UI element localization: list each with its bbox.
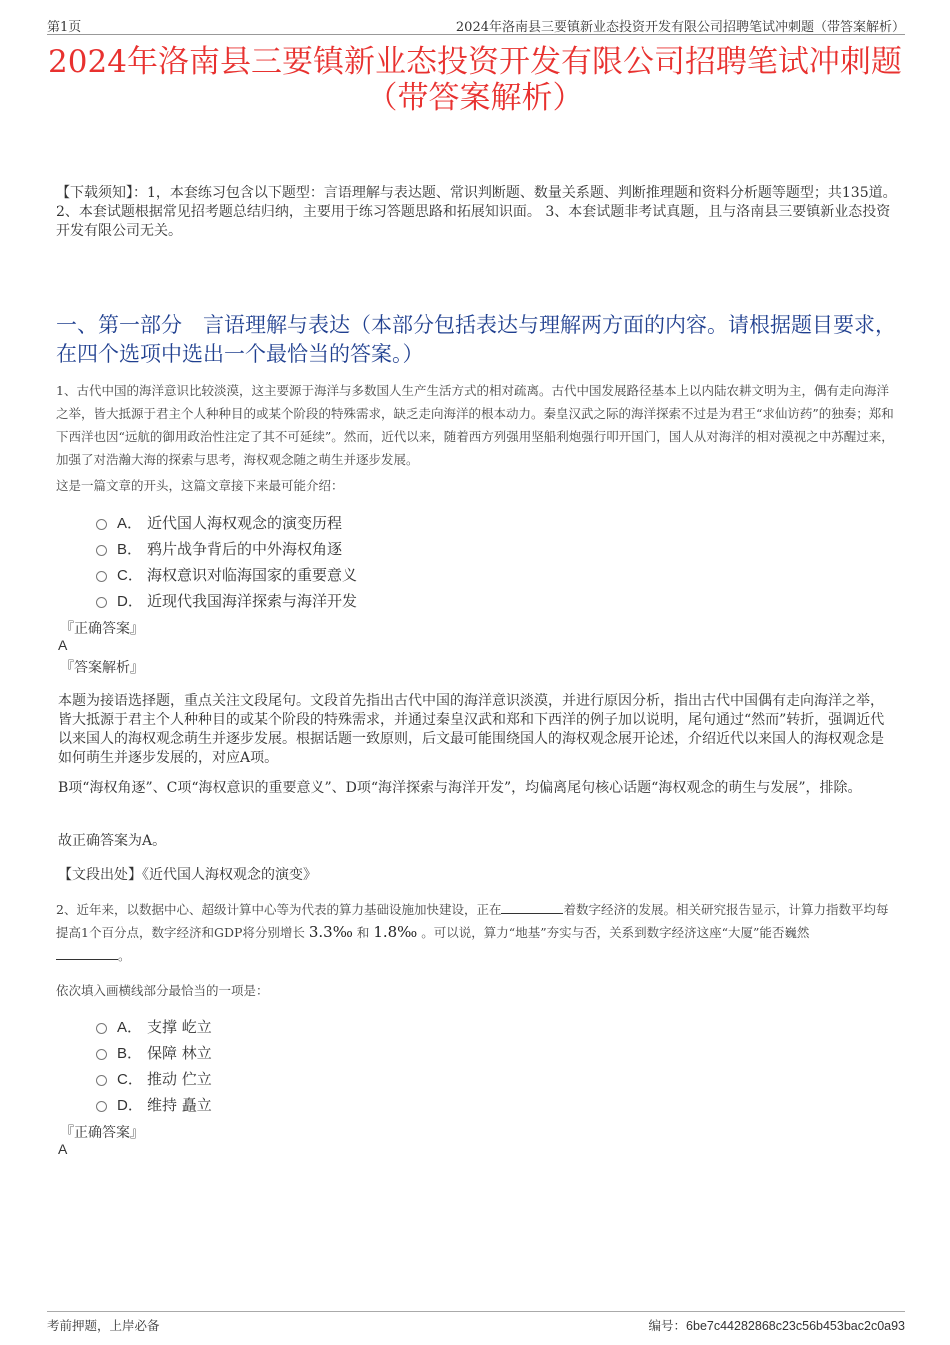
correct-answer-label: 『正确答案』	[60, 621, 144, 637]
question-2-answer: A	[58, 1141, 68, 1157]
answer-blank	[56, 945, 118, 960]
q2-text-e: 。	[118, 948, 131, 963]
question-2-options	[96, 1013, 212, 1117]
option-letter: A．	[117, 514, 143, 532]
question-1-answer: A	[58, 637, 68, 653]
radio-icon[interactable]	[96, 1049, 107, 1060]
option-b[interactable]	[96, 535, 357, 561]
q2-text-b: 着数字经济的发展。相关研究报告显示，计算力指数平均每提高1个百分点，数字经济和GDP将分别增长	[56, 902, 889, 940]
analysis-paragraph-3: 故正确答案为A。	[58, 833, 167, 849]
option-letter: C．	[117, 1070, 143, 1088]
option-letter: D．	[117, 1096, 143, 1114]
option-text: 维持 矗立	[147, 1095, 212, 1114]
radio-icon[interactable]	[96, 1023, 107, 1034]
option-a[interactable]	[96, 509, 357, 535]
option-letter: D．	[117, 592, 143, 610]
option-text: 海权意识对临海国家的重要意义	[147, 565, 358, 584]
option-text: 支撑 屹立	[147, 1017, 212, 1036]
title-line-2: （带答案解析）	[366, 80, 584, 116]
option-text: 推动 伫立	[147, 1069, 212, 1088]
radio-icon[interactable]	[96, 545, 107, 556]
option-d[interactable]	[96, 587, 357, 613]
q2-text-d: 。可以说，算力“地基”夯实与否，关系到数字经济这座“大厦”能否巍然	[421, 925, 810, 940]
option-d[interactable]	[96, 1091, 212, 1117]
correct-answer-label: 『正确答案』	[60, 1125, 144, 1141]
radio-icon[interactable]	[96, 519, 107, 530]
option-letter: C．	[117, 566, 143, 584]
q2-value-2: 1.8‰	[373, 923, 418, 941]
radio-icon[interactable]	[96, 571, 107, 582]
page-number: 第1页	[47, 20, 82, 35]
analysis-paragraph-2: B项“海权角逐”、C项“海权意识的重要意义”、D项“海洋探索与海洋开发”，均偏离尾句核心话题“海权观念的萌生与发展”，排除。	[58, 780, 862, 796]
option-a[interactable]	[96, 1013, 212, 1039]
title-line-1: 2024年洛南县三要镇新业态投资开发有限公司招聘笔试冲刺题	[48, 44, 902, 80]
option-text: 保障 林立	[147, 1043, 212, 1062]
analysis-label: 『答案解析』	[60, 660, 144, 676]
q2-text-c: 和	[356, 925, 370, 940]
page-header	[47, 14, 905, 35]
header-doc-title: 2024年洛南县三要镇新业态投资开发有限公司招聘笔试冲刺题（带答案解析）	[455, 20, 905, 35]
question-1-text: 1、古代中国的海洋意识比较淡漠，这主要源于海洋与多数国人生产生活方式的相对疏离。古代中国发展路径基本上以内陆农耕文明为主，偶有走向海洋之举，皆大抵源于君主个人种种目的或某个阶段的特殊需求，缺乏走向海洋的根本动力。秦皇汉武之际的海洋探索不过是为君王“求仙访药”的独奏；郑和下西洋也因“远航的御用政治性注定了其不可延续”。然而，近代以来，随着西方列强用坚船利炮强行叩开国门，国人从对海洋的相对漠视之中苏醒过来，加强了对浩瀚大海的探索与思考，海权观念随之萌生并逐步发展。	[56, 383, 894, 467]
radio-icon[interactable]	[96, 1101, 107, 1112]
question-1-prompt: 这是一篇文章的开头，这篇文章接下来最可能介绍：	[56, 478, 344, 493]
download-notice: 【下载须知】：1，本套练习包含以下题型：言语理解与表达题、常识判断题、数量关系题、判断推理题和资料分析题等题型；共135道。 2、本套试题根据常见招考题总结归纳，主要用于练习答题思路和拓展知识面。 3、本套试题非考试真题，且与洛南县三要镇新业态投资开发有限公司无关。	[56, 185, 897, 239]
option-letter: B．	[117, 1044, 143, 1062]
radio-icon[interactable]	[96, 597, 107, 608]
footer-code-label: 编号：	[648, 1318, 687, 1333]
radio-icon[interactable]	[96, 1075, 107, 1086]
question-2-prompt: 依次填入画横线部分最恰当的一项是：	[56, 983, 269, 998]
page-footer	[47, 1311, 905, 1333]
page-title	[40, 44, 910, 116]
option-letter: A．	[117, 1018, 143, 1036]
question-2-text	[56, 898, 898, 967]
option-letter: B．	[117, 540, 143, 558]
option-text: 鸦片战争背后的中外海权角逐	[147, 539, 343, 558]
question-1-options	[96, 509, 357, 613]
section-heading: 一、第一部分 言语理解与表达（本部分包括表达与理解两方面的内容。请根据题目要求，在四个选项中选出一个最恰当的答案。）	[56, 313, 896, 366]
footer-code-block	[649, 1316, 905, 1334]
q2-value-1: 3.3‰	[308, 923, 353, 941]
footer-code: 6be7c44282868c23c56b453bac2c0a93	[686, 1319, 905, 1333]
q2-text-a: 2、近年来，以数据中心、超级计算中心等为代表的算力基础设施加快建设，正在	[56, 902, 502, 917]
option-text: 近现代我国海洋探索与海洋开发	[147, 591, 358, 610]
source-citation: 【文段出处】《近代国人海权观念的演变》	[58, 867, 317, 883]
option-c[interactable]	[96, 561, 357, 587]
option-text: 近代国人海权观念的演变历程	[147, 513, 343, 532]
footer-slogan: 考前押题，上岸必备	[47, 1318, 160, 1333]
analysis-paragraph-1: 本题为接语选择题，重点关注文段尾句。文段首先指出古代中国的海洋意识淡漠，并进行原因分析，指出古代中国偶有走向海洋之举，皆大抵源于君主个人种种目的或某个阶段的特殊需求，并通过秦皇汉武和郑和下西洋的例子加以说明，尾句通过“然而”转折，强调近代以来国人的海权观念萌生并逐步发展。根据话题一致原则，后文最可能围绕国人的海权观念展开论述，介绍近代以来国人的海权观念是如何萌生并逐步发展的，对应A项。	[58, 693, 885, 766]
option-c[interactable]	[96, 1065, 212, 1091]
option-b[interactable]	[96, 1039, 212, 1065]
answer-blank	[501, 899, 563, 914]
